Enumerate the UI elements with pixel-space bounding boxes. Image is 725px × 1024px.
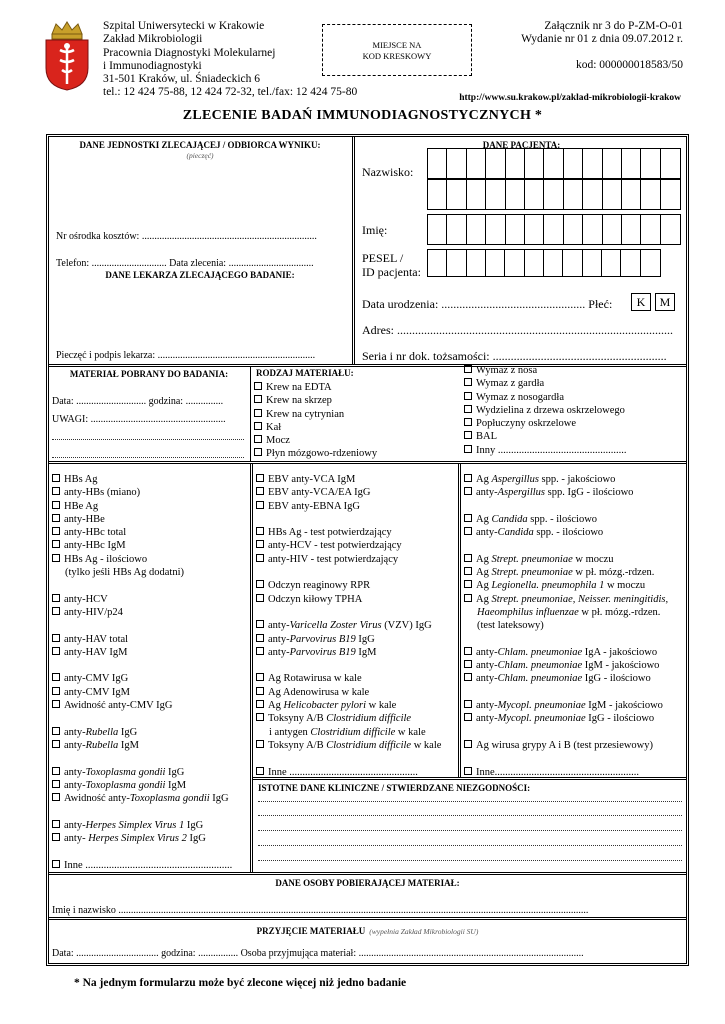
test-label: Odczyn reaginowy RPR [268,580,371,592]
material-option[interactable]: Wymaz z nosa [464,365,627,378]
material-option[interactable]: Wymaz z nosogardła [464,392,627,405]
checkbox[interactable] [52,514,60,522]
test-item [464,620,668,633]
test-label: anty-HCV [64,593,108,605]
test-item[interactable] [52,860,232,873]
checkbox[interactable] [256,474,264,482]
checkbox[interactable] [52,673,60,681]
checkbox[interactable] [256,634,264,642]
checkbox[interactable] [52,634,60,642]
test-item [256,727,441,740]
test-label: (tylko jeśli HBs Ag dodatni) [65,567,184,579]
surname-label: Nazwisko: [362,165,414,179]
doctor-signature-field[interactable]: Pieczęć i podpis lekarza: ............................................................... [56,350,316,361]
test-label: anty-Rubella IgG [64,726,138,738]
test-item[interactable] [256,620,441,633]
test-label: anty-HCV - test potwierdzający [268,540,402,552]
test-item[interactable] [52,527,232,540]
test-label: anty-HBs (miano) [64,487,141,499]
test-item[interactable] [464,740,668,753]
checkbox[interactable] [52,767,60,775]
test-label: anty-Parvovirus B19 IgM [268,646,377,658]
test-item[interactable] [52,474,232,487]
test-label: Ag Strept. pneumoniae w moczu [476,553,614,565]
test-item[interactable] [52,501,232,514]
test-item[interactable] [52,833,232,846]
checkbox[interactable] [52,860,60,868]
test-label: anty-Mycopl. pneumoniae IgM - jakościowo [476,700,663,712]
checkbox[interactable] [52,700,60,708]
surname-boxes-row2[interactable] [427,179,681,210]
material-option[interactable]: Popłuczyny oskrzelowe [464,418,627,431]
test-label: Ag Candida spp. - ilościowo [476,513,598,525]
name-boxes[interactable] [427,214,681,245]
checkbox[interactable] [464,673,472,681]
test-label: Ag Helicobacter pylori w kale [268,700,397,712]
test-label: Toksyny A/B Clostridium difficile w kale [268,739,442,751]
checkbox[interactable] [52,820,60,828]
test-item[interactable] [256,713,441,726]
hospital-logo [42,20,92,92]
test-item[interactable] [256,634,441,647]
material-option[interactable]: Wydzielina z drzewa oskrzelowego [464,405,627,418]
test-item[interactable] [464,514,668,527]
test-item[interactable] [256,700,441,713]
checkbox[interactable] [256,527,264,535]
checkbox[interactable] [256,554,264,562]
material-type-heading: RODZAJ MATERIAŁU: [256,368,354,378]
material-option[interactable]: Krew na EDTA [254,382,377,395]
test-label: Ag Strept. pneumoniae, Neisser. meningitidis, [476,593,669,605]
checkbox[interactable] [464,527,472,535]
material-date-field[interactable]: Data: ............................ godzina: ............... [52,396,224,407]
test-item[interactable] [256,474,441,487]
test-label: anty-Candida spp. - ilościowo [476,527,604,539]
stamp-note: (pieczęć) [186,151,214,160]
test-item[interactable] [256,594,441,607]
dob-field[interactable]: Data urodzenia: ................................................ Płeć: [362,297,613,311]
checkbox[interactable] [256,501,264,509]
test-label: Ag Legionella. pneumophila 1 w moczu [476,580,646,592]
test-label: i antygen Clostridium difficile w kale [269,726,426,738]
test-label: EBV anty-EBNA IgG [268,500,360,512]
material-type-left-list [254,382,377,462]
test-item[interactable] [256,740,441,753]
test-label: Toksyny A/B Clostridium difficile [268,713,412,725]
test-item[interactable] [52,780,232,793]
checkbox[interactable] [52,780,60,788]
test-label: anty-Toxoplasma gondii IgG [64,766,185,778]
test-label: Awidność anty-CMV IgG [64,700,173,712]
test-item[interactable] [52,727,232,740]
test-item[interactable] [52,740,232,753]
test-label: Ag Rotawirusa w kale [268,673,362,685]
pesel-label: PESEL / ID pacjenta: [362,251,421,279]
test-label: anty-HIV - test potwierdzający [268,553,399,565]
clinical-heading: ISTOTNE DANE KLINICZNE / STWIERDZANE NIEZGODNOŚCI: [258,783,531,793]
test-label: Inne ................................................. [268,766,418,778]
test-item[interactable] [256,554,441,567]
material-type-right-list [464,365,627,458]
test-item[interactable] [256,527,441,540]
test-item[interactable] [52,793,232,806]
test-item[interactable] [464,660,668,673]
test-item[interactable] [256,580,441,593]
test-item[interactable] [464,554,668,567]
checkbox[interactable] [52,687,60,695]
checkbox[interactable] [52,554,60,562]
test-item[interactable] [256,540,441,553]
checkbox[interactable] [464,700,472,708]
cost-center-field[interactable]: Nr ośrodka kosztów: ...................................................................... [56,231,317,242]
test-label: HBs Ag - test potwierdzający [268,527,392,539]
test-label: anty-CMV IgM [64,686,131,698]
id-document-field[interactable]: Seria i nr dok. tożsamości: .......................................................... [362,349,667,363]
address-field[interactable]: Adres: ............................................................................................ [362,323,673,337]
barcode-placeholder: MIEJSCE NA KOD KRESKOWY [322,24,472,76]
test-label: anty-Chlam. pneumoniae IgG - ilościowo [476,673,651,685]
test-label: anty-HBc IgM [64,540,126,552]
test-item[interactable] [256,767,441,780]
checkbox[interactable] [256,580,264,588]
material-option[interactable]: Mocz [254,435,377,448]
sex-m-box[interactable]: M [655,293,675,311]
test-item[interactable] [52,554,232,567]
checkbox[interactable] [464,474,472,482]
material-option[interactable]: Wymaz z gardła [464,378,627,391]
checkbox[interactable] [52,740,60,748]
test-item[interactable] [256,687,441,700]
test-item[interactable] [52,647,232,660]
material-option[interactable]: Krew na skrzep [254,395,377,408]
test-label: HBe Ag [64,500,99,512]
material-heading: MATERIAŁ POBRANY DO BADANIA: [69,369,229,379]
test-label: Inne ........................................................ [64,859,233,871]
test-label: HBs Ag [64,474,98,485]
checkbox[interactable] [464,514,472,522]
checkbox[interactable] [464,713,472,721]
test-label: anty-HAV IgM [64,646,128,658]
test-item[interactable] [52,673,232,686]
test-item [52,567,232,580]
test-label: anty-Mycopl. pneumoniae IgG - ilościowo [476,713,655,725]
test-item[interactable] [52,607,232,620]
checkbox[interactable] [256,540,264,548]
checkbox[interactable] [52,793,60,801]
document-meta: Załącznik nr 3 do P-ZM-O-01 Wydanie nr 01 z dnia 09.07.2012 r. kod: 000000018583/50 [521,20,683,71]
checkbox[interactable] [52,594,60,602]
form-title: ZLECENIE BADAŃ IMMUNODIAGNOSTYCZNYCH * [182,108,543,123]
test-item[interactable] [256,673,441,686]
test-item[interactable] [52,514,232,527]
test-item[interactable] [464,767,668,780]
test-item[interactable] [256,487,441,500]
checkbox[interactable] [256,767,264,775]
test-item[interactable] [464,567,668,580]
test-label: anty-HIV/p24 [64,606,123,618]
checkbox[interactable] [52,647,60,655]
material-option[interactable]: Kał [254,422,377,435]
test-item[interactable] [464,487,668,500]
material-option[interactable]: Płyn mózgowo-rdzeniowy [254,448,377,461]
test-item[interactable] [52,487,232,500]
checkbox[interactable] [256,700,264,708]
test-item[interactable] [464,580,668,593]
test-item[interactable] [464,700,668,713]
footnote: * Na jednym formularzu może być zlecone więcej niż jedno badanie [74,977,407,989]
test-label: anty-HBc total [64,527,127,539]
checkbox[interactable] [256,740,264,748]
checkbox[interactable] [52,540,60,548]
name-label: Imię: [362,223,388,237]
surname-boxes-row1[interactable] [427,148,681,179]
test-label: anty-Aspergillus spp. IgG - ilościowo [476,487,634,499]
phone-date-field[interactable]: Telefon: .............................. Data zlecenia: .................................. [56,258,314,269]
test-item[interactable] [464,647,668,660]
checkbox[interactable] [52,474,60,482]
test-label: (test lateksowy) [477,620,544,632]
tests-column-2 [256,474,441,780]
sex-k-box[interactable]: K [631,293,651,311]
test-label: anty-HAV total [64,633,129,645]
test-label: Awidność anty-Toxoplasma gondii IgG [64,793,229,805]
test-label: Inne....................................................... [476,766,640,778]
checkbox[interactable] [464,594,472,602]
checkbox[interactable] [464,767,472,775]
checkbox[interactable] [464,487,472,495]
checkbox[interactable] [256,713,264,721]
tests-column-3 [464,474,668,780]
test-item[interactable] [464,474,668,487]
checkbox[interactable] [256,594,264,602]
collector-name-field[interactable]: Imię i nazwisko ............................................................................................................................................................................................ [52,905,589,916]
material-notes-field[interactable]: UWAGI: ...................................................... [52,414,226,425]
test-label: Ag Strept. pneumoniae w pł. mózg.-rdzen. [476,567,655,579]
checkbox[interactable] [52,501,60,509]
test-label: anty- Herpes Simplex Virus 2 IgG [64,833,206,845]
test-label: Haeomphilus influenzae w pł. mózg.-rdzen. [477,606,661,618]
test-label: EBV anty-VCA IgM [268,474,356,485]
checkbox[interactable] [464,740,472,748]
test-item[interactable] [52,820,232,833]
material-option[interactable]: Inny ................................................. [464,445,627,458]
patient-heading: DANE PACJENTA: [482,140,561,150]
test-item[interactable] [52,594,232,607]
checkbox[interactable] [52,487,60,495]
checkbox[interactable] [256,487,264,495]
tests-column-1 [52,474,232,873]
checkbox[interactable] [464,567,472,575]
test-label: anty-HBe [64,513,105,525]
test-item[interactable] [464,527,668,540]
test-label: HBs Ag - ilościowo [64,553,148,565]
website-url[interactable]: http://www.su.krakow.pl/zaklad-mikrobiologii-krakow [459,93,681,103]
test-item[interactable] [52,687,232,700]
material-option[interactable]: Krew na cytrynian [254,409,377,422]
test-item[interactable] [256,501,441,514]
test-item[interactable] [52,634,232,647]
test-label: anty-Toxoplasma gondii IgM [64,779,187,791]
test-label: Odczyn kiłowy TPHA [268,593,363,605]
checkbox[interactable] [464,647,472,655]
checkbox[interactable] [464,660,472,668]
checkbox[interactable] [52,833,60,841]
test-label: Ag Aspergillus spp. - jakościowo [476,474,616,485]
test-item[interactable] [464,594,668,607]
test-label: anty-Herpes Simplex Virus 1 IgG [64,819,204,831]
test-item[interactable] [464,673,668,686]
test-label: anty-CMV IgG [64,673,129,685]
test-item[interactable] [256,647,441,660]
test-label: anty-Chlam. pneumoniae IgA - jakościowo [476,646,658,658]
checkbox[interactable] [256,673,264,681]
test-label: anty-Varicella Zoster Virus (VZV) IgG [268,620,432,632]
test-item[interactable] [52,767,232,780]
doctor-heading: DANE LEKARZA ZLECAJĄCEGO BADANIE: [105,270,295,280]
checkbox[interactable] [52,607,60,615]
receipt-heading: PRZYJĘCIE MATERIAŁU (wypełnia Zakład Mikrobiologii SU) [256,926,479,936]
pesel-boxes[interactable] [427,249,661,277]
test-label: anty-Rubella IgM [64,739,139,751]
checkbox[interactable] [52,727,60,735]
collector-heading: DANE OSOBY POBIERAJĄCEJ MATERIAŁ: [275,878,460,888]
checkbox[interactable] [52,527,60,535]
test-item[interactable] [464,713,668,726]
test-label: anty-Chlam. pneumoniae IgM - jakościowo [476,660,660,672]
test-label: Ag wirusa grypy A i B (test przesiewowy) [476,739,654,751]
test-label: EBV anty-VCA/EA IgG [268,487,371,499]
receipt-field[interactable]: Data: ................................. godzina: ................ Osoba przyjmująca materiał: .......................................................................................... [52,948,584,959]
material-option[interactable]: BAL [464,431,627,444]
organization-address: Szpital Uniwersytecki w Krakowie Zakład Mikrobiologii Pracownia Diagnostyki Molekularnej i Immunodiagnostyki 31-501 Kraków, ul. Śniadeckich 6 tel.: 12 424 75-88, 12 424 72-32, tel./fax: 12 424 75-80 [103,20,358,99]
checkbox[interactable] [256,647,264,655]
test-item [464,607,668,620]
test-item[interactable] [52,540,232,553]
checkbox[interactable] [464,554,472,562]
checkbox[interactable] [256,620,264,628]
orderer-heading: DANE JEDNOSTKI ZLECAJĄCEJ / ODBIORCA WYNIKU: [79,140,321,150]
test-label: Ag Adenowirusa w kale [268,686,370,698]
test-item[interactable] [52,700,232,713]
test-label: anty-Parvovirus B19 IgG [268,633,375,645]
checkbox[interactable] [256,687,264,695]
checkbox[interactable] [464,580,472,588]
